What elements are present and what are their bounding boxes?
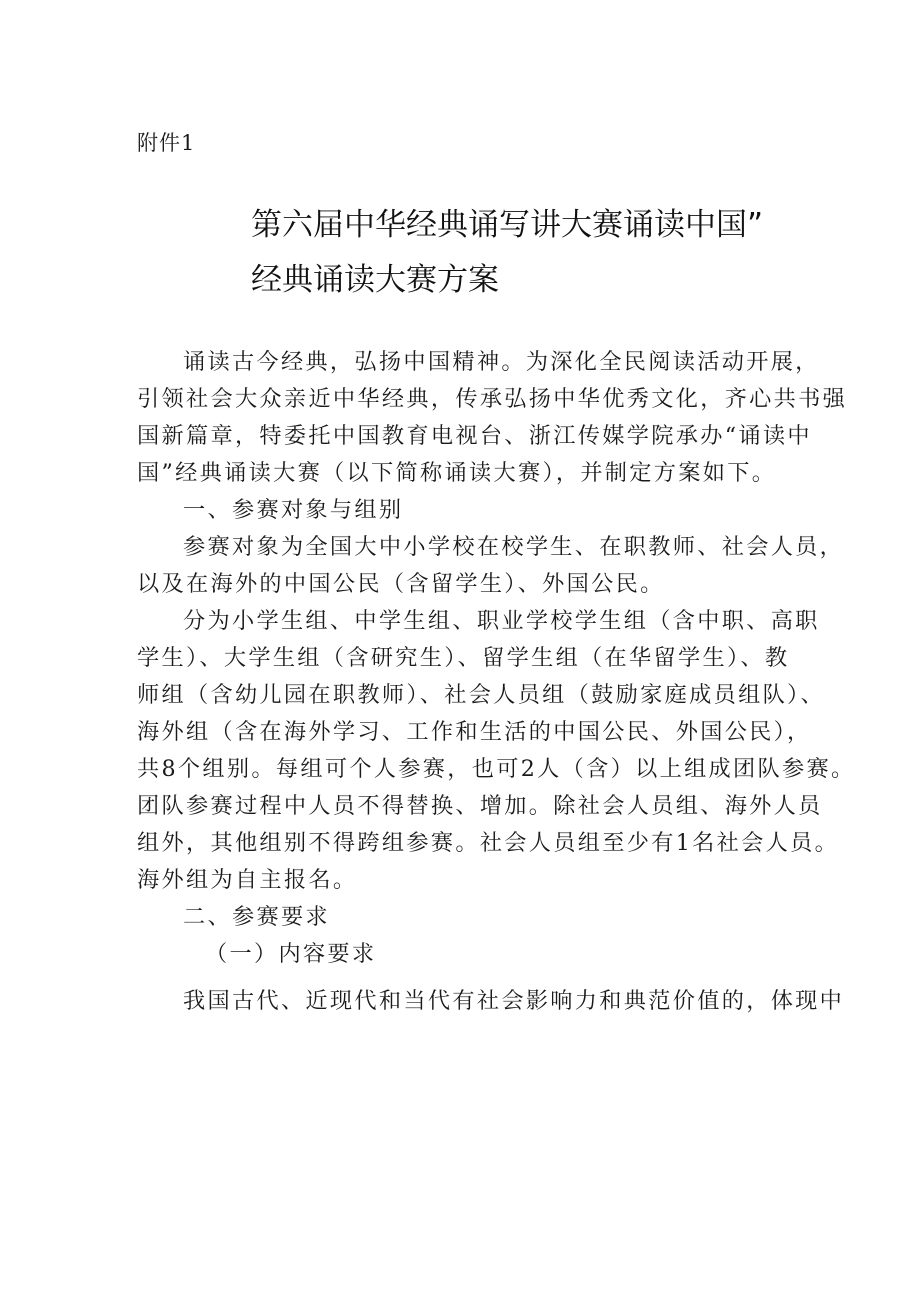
paragraph-line: 团队参赛过程中人员不得替换、增加。除社会人员组、海外人员 <box>137 793 823 819</box>
paragraph-line: 国新篇章，特委托中国教育电视台、浙江传媒学院承办“诵读中 <box>137 423 812 449</box>
attachment-label: 附件1 <box>137 131 196 155</box>
spacer <box>137 973 797 983</box>
paragraph-line: 师组（含幼儿园在职教师）、社会人员组（鼓励家庭成员组队）、 <box>137 682 825 708</box>
paragraph-line: 分为小学生组、中学生组、职业学校学生组（含中职、高职 <box>183 608 820 634</box>
paragraph-line: 组外，其他组别不得跨组参赛。社会人员组至少有1名社会人员。 <box>137 830 840 856</box>
paragraph-line: 以及在海外的中国公民（含留学生）、外国公民。 <box>137 571 665 597</box>
paragraph-line: 共8个组别。每组可个人参赛，也可2人（含）以上组成团队参赛。 <box>137 756 856 782</box>
subsection-heading: （一）内容要求 <box>205 941 377 967</box>
paragraph-line: 参赛对象为全国大中小学校在校学生、在职教师、社会人员， <box>183 534 845 560</box>
section-heading-1: 一、参赛对象与组别 <box>183 497 404 523</box>
paragraph-line: 国”经典诵读大赛（以下简称诵读大赛），并制定方案如下。 <box>137 460 777 486</box>
paragraph-line: 引领社会大众亲近中华经典，传承弘扬中华优秀文化，齐心共书强 <box>137 386 848 412</box>
document-body <box>137 344 856 1020</box>
title-line-2: 经典诵读大赛方案 <box>251 262 499 298</box>
paragraph-line: 海外组（含在海外学习、工作和生活的中国公民、外国公民）， <box>137 719 812 745</box>
paragraph-line: 诵读古今经典，弘扬中国精神。为深化全民阅读活动开展， <box>183 349 820 375</box>
paragraph-line: 我国古代、近现代和当代有社会影响力和典范价值的，体现中 <box>183 988 845 1014</box>
document-title <box>251 198 811 308</box>
paragraph-line: 海外组为自主报名。 <box>137 867 358 893</box>
section-heading-2: 二、参赛要求 <box>183 904 330 930</box>
title-line-1: 第六届中华经典诵写讲大赛诵读中国” <box>251 207 764 243</box>
paragraph-line: 学生）、大学生组（含研究生）、留学生组（在华留学生）、教 <box>137 645 790 671</box>
